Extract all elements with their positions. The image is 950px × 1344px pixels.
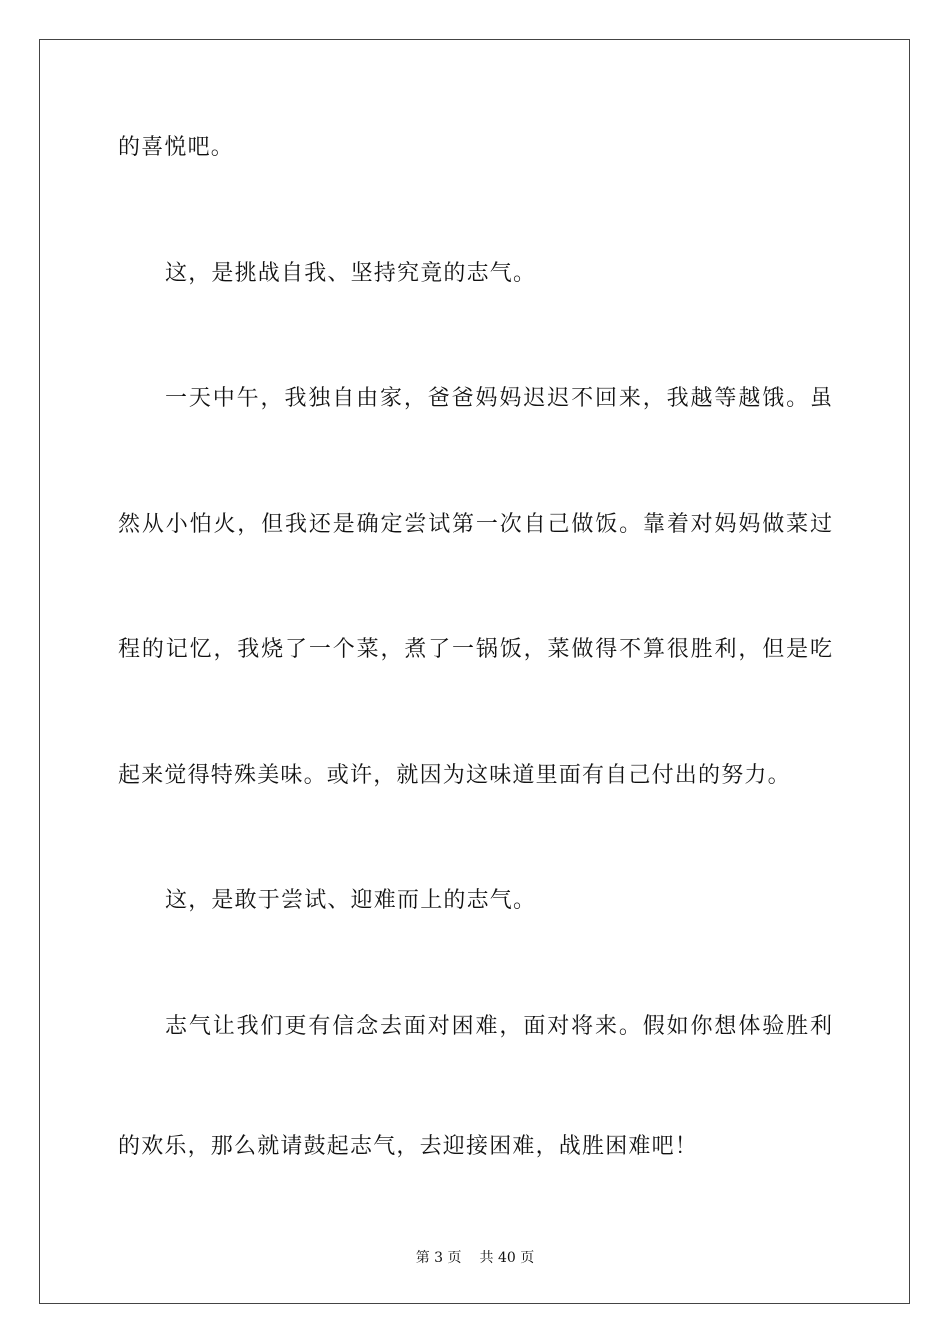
page-number: 第 3 页: [415, 1250, 462, 1266]
page-footer: [0, 1249, 950, 1267]
text-line-9: 的欢乐，那么就请鼓起志气，去迎接困难，战胜困难吧！: [118, 1134, 699, 1159]
text-line-6: 起来觉得特殊美味。或许，就因为这味道里面有自己付出的努力。: [118, 763, 791, 788]
text-line-1: 的喜悦吧。: [118, 135, 235, 160]
text-line-2: 这，是挑战自我、坚持究竟的志气。: [165, 261, 537, 286]
text-line-5: 程的记忆，我烧了一个菜，煮了一锅饭，菜做得不算很胜利，但是吃: [118, 637, 832, 662]
page-total: 共 40 页: [479, 1250, 535, 1266]
text-line-3: 一天中午，我独自由家，爸爸妈妈迟迟不回来，我越等越饿。虽: [165, 386, 832, 411]
text-line-7: 这，是敢于尝试、迎难而上的志气。: [165, 888, 537, 913]
page-border: [39, 39, 910, 1304]
text-line-8: 志气让我们更有信念去面对困难，面对将来。假如你想体验胜利: [165, 1014, 832, 1039]
text-line-4: 然从小怕火，但我还是确定尝试第一次自己做饭。靠着对妈妈做菜过: [118, 512, 832, 537]
